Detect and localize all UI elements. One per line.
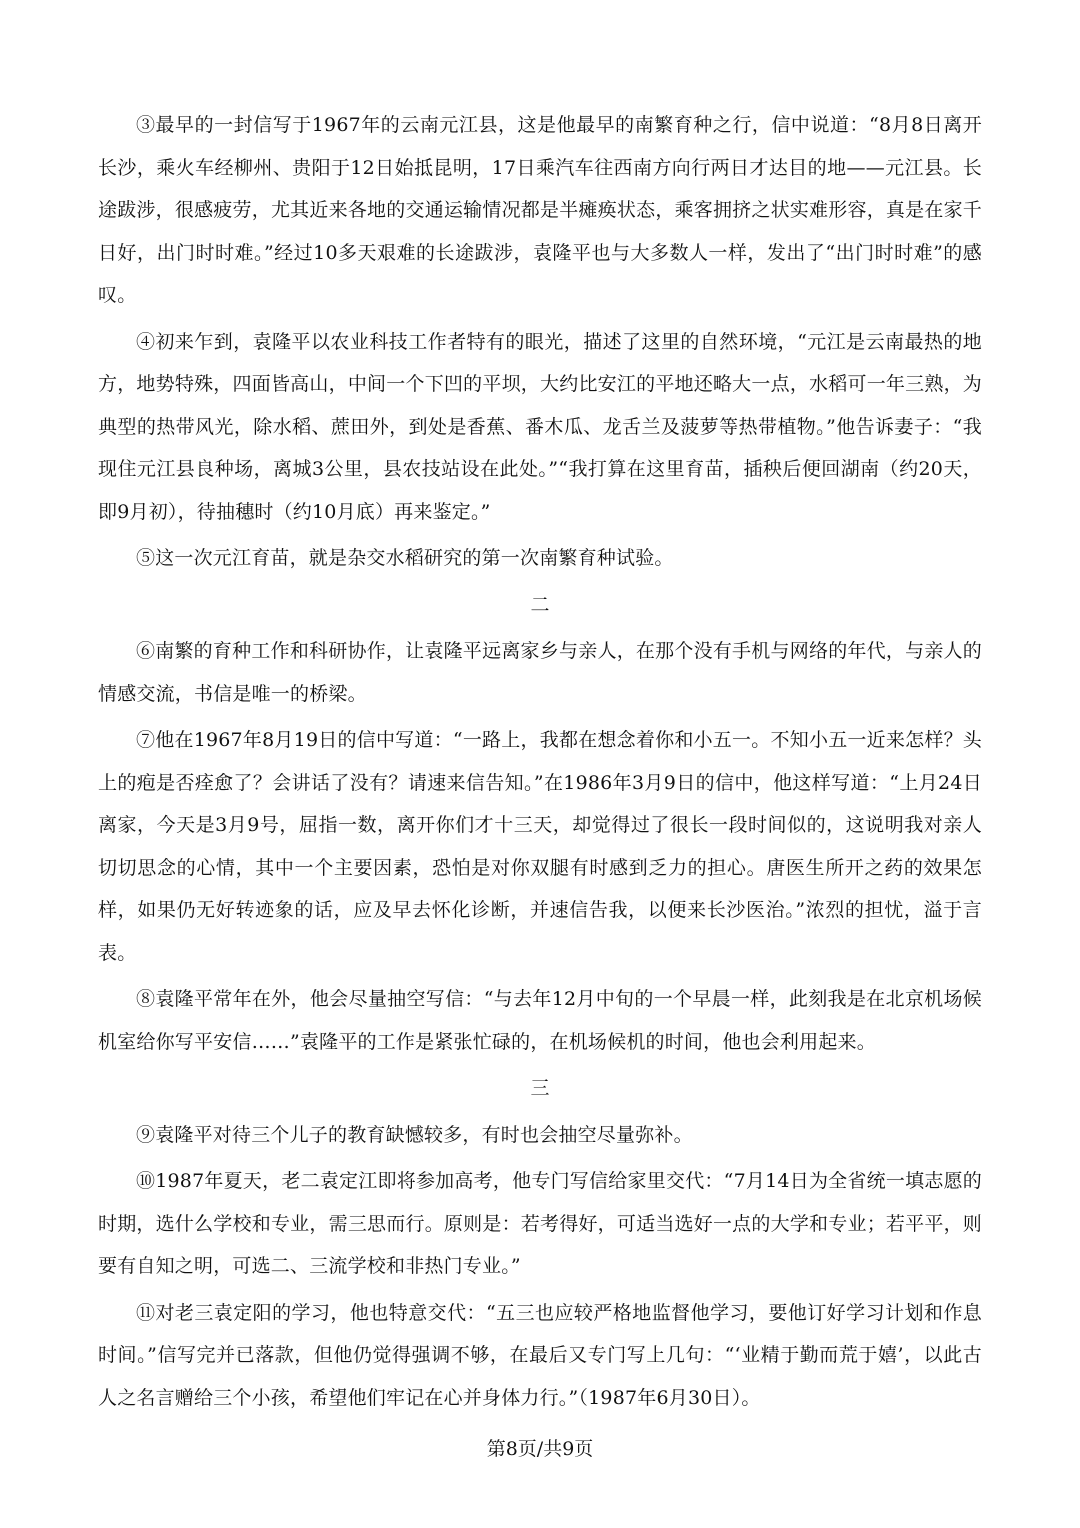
paragraph-10: ⑩1987年夏天，老二袁定江即将参加高考，他专门写信给家里交代：“7月14日为全省统一填志愿的时期，选什么学校和专业，需三思而行。原则是：若考得好，可适当选好一点的大学和专业；若平平，则要有自知之明，可选二、三流学校和非热门专业。” bbox=[98, 1170, 982, 1277]
paragraph-4: ④初来乍到，袁隆平以农业科技工作者特有的眼光，描述了这里的自然环境，“元江是云南最热的地方，地势特殊，四面皆高山，中间一个下凹的平坝，大约比安江的平地还略大一点，水稻可一年三熟，为典型的热带风光，除水稻、蔗田外，到处是香蕉、番木瓜、龙舌兰及菠萝等热带植物。”他告诉妻子：“我现住元江县良种场，离城3公里，县农技站设在此处。”“我打算在这里育苗，插秧后便回湖南（约20天，即9月初），待抽穗时（约10月底）再来鉴定。” bbox=[98, 330, 982, 523]
paragraph-8: ⑧袁隆平常年在外，他会尽量抽空写信：“与去年12月中旬的一个早晨一样，此刻我是在北京机场候机室给你写平安信……”袁隆平的工作是紧张忙碌的，在机场候机的时间，他也会利用起来。 bbox=[98, 988, 982, 1053]
section-heading-three: 三 bbox=[530, 1077, 550, 1099]
section-heading-two: 二 bbox=[530, 593, 550, 616]
paragraph-5: ⑤这一次元江育苗，就是杂交水稻研究的第一次南繁育种试验。 bbox=[136, 547, 674, 569]
paragraph-6: ⑥南繁的育种工作和科研协作，让袁隆平远离家乡与亲人，在那个没有手机与网络的年代，与亲人的情感交流，书信是唯一的桥梁。 bbox=[98, 640, 982, 705]
paragraph-7: ⑦他在1967年8月19日的信中写道：“一路上，我都在想念着你和小五一。不知小五一近来怎样？头上的疱是否痊愈了？会讲话了没有？请速来信告知。”在1986年3月9日的信中，他这样写道：“上月24日离家，今天是3月9号，屈指一数，离开你们才十三天，却觉得过了很长一段时间似的，这说明我对亲人切切思念的心情，其中一个主要因素，恐怕是对你双腿有时感到乏力的担心。唐医生所开之药的效果怎样，如果仍无好转迹象的话，应及早去怀化诊断，并速信告我，以便来长沙医治。”浓烈的担忧，溢于言表。 bbox=[98, 729, 982, 964]
article-body bbox=[98, 104, 982, 1423]
paragraph-3: ③最早的一封信写于1967年的云南元江县，这是他最早的南繁育种之行，信中说道：“8月8日离开长沙，乘火车经柳州、贵阳于12日始抵昆明，17日乘汽车往西南方向行两日才达目的地——元江县。长途跋涉，很感疲劳，尤其近来各地的交通运输情况都是半瘫痪状态，乘客拥挤之状实难形容，真是在家千日好，出门时时难。”经过10多天艰难的长途跋涉，袁隆平也与大多数人一样，发出了“出门时时难”的感叹。 bbox=[98, 114, 982, 306]
page-number: 第8页/共9页 bbox=[486, 1438, 594, 1460]
paragraph-9: ⑨袁隆平对待三个儿子的教育缺憾较多，有时也会抽空尽量弥补。 bbox=[136, 1123, 693, 1146]
paragraph-11: ⑪对老三袁定阳的学习，他也特意交代：“五三也应较严格地监督他学习，要他订好学习计划和作息时间。”信写完并已落款，但他仍觉得强调不够，在最后又专门写上几句：“‘业精于勤而荒于嬉’，以此古人之名言赠给三个小孩，希望他们牢记在心并身体力行。”（1987年6月30日）。 bbox=[98, 1301, 982, 1409]
